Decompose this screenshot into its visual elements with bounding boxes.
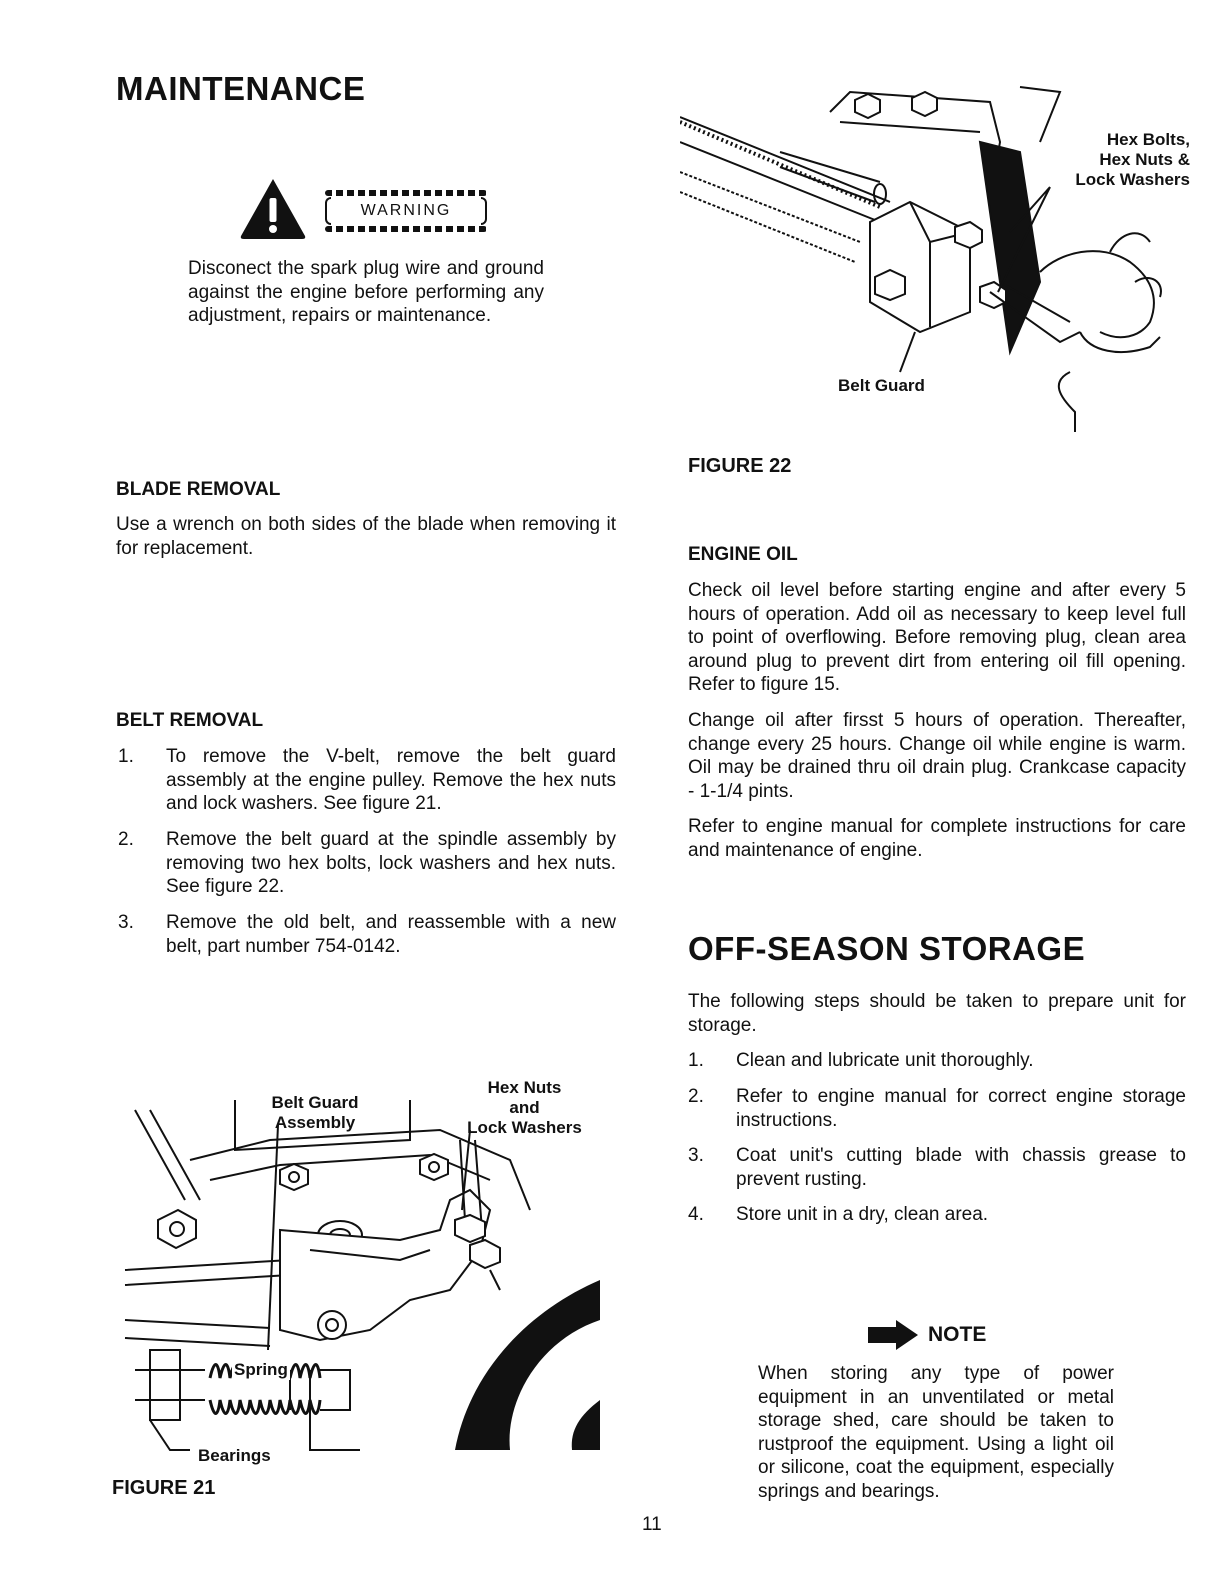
step-text: Clean and lubricate unit thoroughly. (736, 1050, 1034, 1071)
callout-line: Hex Nuts (487, 1078, 562, 1097)
step-number: 4. (688, 1204, 704, 1225)
step-text: Refer to engine manual for correct engine storage instructions. (736, 1086, 1186, 1131)
figure-22-caption: FIGURE 22 (688, 455, 792, 477)
step-number: 1. (688, 1050, 704, 1071)
engine-oil-paragraph-2: Change oil after firsst 5 hours of operation. Thereafter, change every 25 hours. Change oil while engine is warm. Oil may be drained thru oil drain plug. Crankcase capacity - 1-1/4 pints. (688, 710, 1186, 802)
belt-step-1 (118, 745, 616, 817)
step-number: 3. (688, 1145, 704, 1166)
step-text: To remove the V-belt, remove the belt guard assembly at the engine pulley. Remove the hex nuts and lock washers. See figure 21. (166, 746, 616, 814)
belt-step-3 (118, 911, 616, 959)
warning-label: WARNING (360, 202, 452, 219)
step-text: Coat unit's cutting blade with chassis grease to prevent rusting. (736, 1145, 1186, 1190)
engine-oil-heading: ENGINE OIL (688, 544, 798, 565)
callout-line: Assembly (274, 1113, 356, 1132)
callout-line: Hex Nuts & (1099, 150, 1190, 169)
step-text: Remove the belt guard at the spindle assembly by removing two hex bolts, lock washers and hex nuts. See figure 22. (166, 829, 616, 897)
step-number: 2. (688, 1086, 704, 1107)
storage-step-3 (688, 1144, 1186, 1194)
storage-step-1 (688, 1049, 1186, 1075)
page-title: MAINTENANCE (116, 70, 366, 107)
callout-belt-guard: Belt Guard (838, 376, 925, 395)
warning-badge (325, 191, 487, 231)
belt-step-2 (118, 828, 616, 900)
callout-belt-guard-assembly (255, 1093, 375, 1133)
callout-hex-nuts-lock-washers (452, 1078, 597, 1138)
step-number: 1. (118, 746, 134, 767)
callout-line: Hex Bolts, (1106, 130, 1190, 149)
engine-oil-paragraph-3: Refer to engine manual for complete instructions for care and maintenance of engine. (688, 816, 1186, 861)
callout-spring: Spring (234, 1360, 288, 1379)
step-text: Store unit in a dry, clean area. (736, 1204, 989, 1225)
callout-hex-bolts (1050, 130, 1190, 190)
storage-step-4 (688, 1203, 1186, 1229)
figure-21-caption: FIGURE 21 (112, 1477, 216, 1499)
step-text: Remove the old belt, and reassemble with a new belt, part number 754-0142. (166, 912, 616, 957)
off-season-intro: The following steps should be taken to prepare unit for storage. (688, 991, 1186, 1036)
step-number: 2. (118, 829, 134, 850)
page-number: 11 (642, 1514, 662, 1535)
note-arrow-icon (866, 1318, 920, 1352)
warning-triangle-icon (238, 176, 308, 240)
warning-text: Disconect the spark plug wire and ground against the engine before performing any adjustment, repairs or maintenance. (188, 258, 544, 326)
blade-removal-text: Use a wrench on both sides of the blade when removing it for replacement. (116, 514, 616, 559)
belt-removal-heading: BELT REMOVAL (116, 710, 264, 731)
storage-step-2 (688, 1085, 1186, 1135)
off-season-title: OFF-SEASON STORAGE (688, 930, 1086, 967)
engine-oil-paragraph-1: Check oil level before starting engine and after every 5 hours of operation. Add oil as necessary to keep level full to point of overflowing. Before removing plug, clean area around plug to prevent dirt from entering oil fill opening. Refer to figure 15. (688, 580, 1186, 695)
callout-line: Lock Washers (1075, 170, 1190, 189)
blade-removal-heading: BLADE REMOVAL (116, 479, 281, 500)
note-text: When storing any type of power equipment in an unventilated or metal storage shed, care should be taken to rustproof the equipment. Using a light oil or silicone, coat the equipment, especially springs and bearings. (758, 1363, 1114, 1502)
callout-line: and (509, 1098, 540, 1117)
callout-line: Belt Guard (271, 1093, 359, 1112)
callout-line: Lock Washers (467, 1118, 582, 1137)
callout-bearings: Bearings (198, 1446, 271, 1465)
step-number: 3. (118, 912, 134, 933)
note-label: NOTE (928, 1323, 987, 1346)
